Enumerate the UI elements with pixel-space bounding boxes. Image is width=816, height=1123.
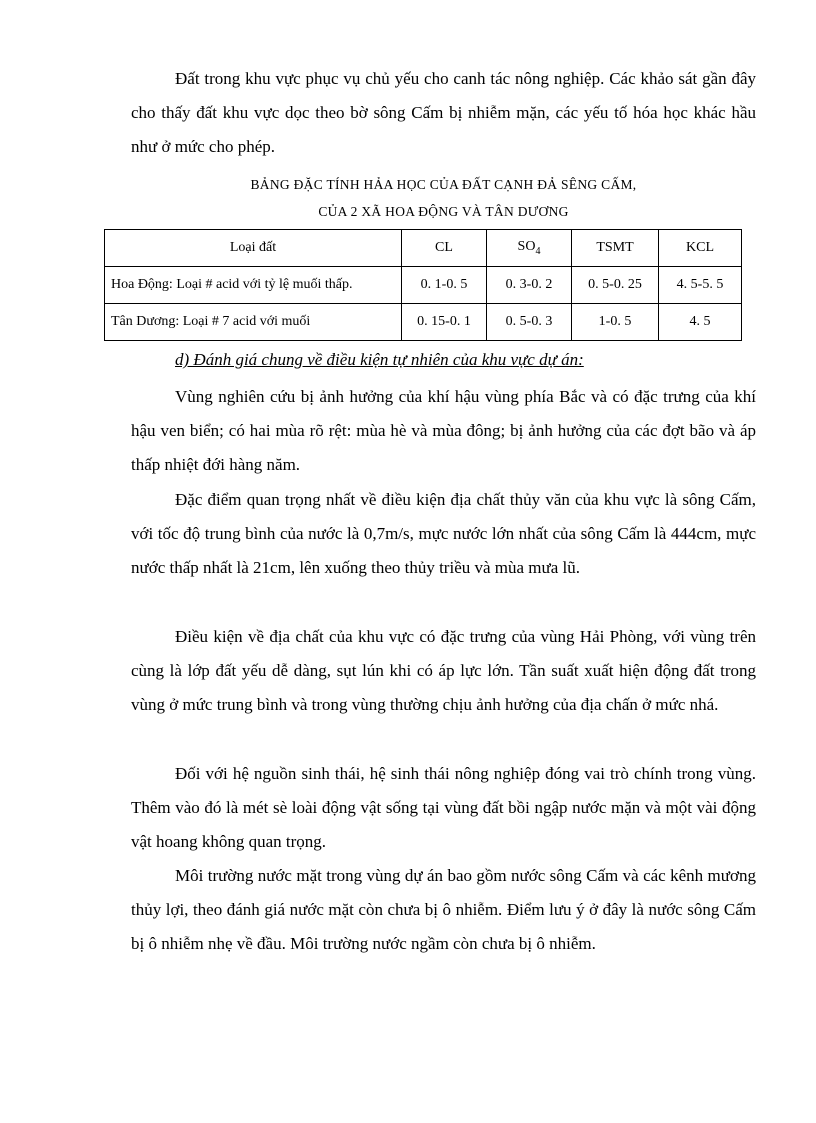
table-row	[105, 267, 742, 304]
header-kcl: KCL	[659, 230, 742, 267]
header-cl: CL	[402, 230, 487, 267]
table-caption-line-2: CỦA 2 XÃ HOA ĐỘNG VÀ TÂN DƯƠNG	[318, 204, 569, 219]
cell-so4: 0. 5-0. 3	[487, 304, 572, 341]
cell-kcl: 4. 5	[659, 304, 742, 341]
cell-so4: 0. 3-0. 2	[487, 267, 572, 304]
soil-chemistry-table	[104, 229, 742, 341]
header-so4-sub: 4	[535, 245, 541, 257]
header-so4-main: SO	[517, 239, 536, 255]
header-tsmt: TSMT	[572, 230, 659, 267]
cell-soil-type: Tân Dương: Loại # 7 acid với muối	[105, 304, 402, 341]
cell-cl: 0. 1-0. 5	[402, 267, 487, 304]
body-paragraph: Vùng nghiên cứu bị ảnh hưởng của khí hậu vùng phía Bắc và có đặc trưng của khí hậu ven biển; có hai mùa rõ rệt: mùa hè và mùa đông; bị ảnh hưởng của các đợt bão và áp thấp nhiệt đới hàng năm.	[131, 387, 756, 474]
cell-cl: 0. 15-0. 1	[402, 304, 487, 341]
intro-paragraph: Đất trong khu vực phục vụ chủ yếu cho canh tác nông nghiệp. Các khảo sát gần đây cho thấy đất khu vực dọc theo bờ sông Cấm bị nhiễm mặn, các yếu tố hóa học khác hầu như ở mức cho phép.	[131, 69, 756, 156]
body-paragraph: Môi trường nước mặt trong vùng dự án bao gồm nước sông Cấm và các kênh mương thủy lợi, theo đánh giá nước mặt còn chưa bị ô nhiễm. Điểm lưu ý ở đây là nước sông Cấm bị ô nhiễm nhẹ về đầu. Môi trường nước ngầm còn chưa bị ô nhiễm.	[131, 866, 756, 953]
cell-tsmt: 0. 5-0. 25	[572, 267, 659, 304]
table-header-row	[105, 230, 742, 267]
cell-tsmt: 1-0. 5	[572, 304, 659, 341]
cell-kcl: 4. 5-5. 5	[659, 267, 742, 304]
table-caption-line-1: BẢNG ĐẶC TÍNH HẢA HỌC CỦA ĐẤT CẠNH ĐẢ SÊNG CẤM,	[250, 177, 637, 192]
table-row	[105, 304, 742, 341]
cell-soil-type: Hoa Động: Loại # acid với tỷ lệ muối thấp.	[105, 267, 402, 304]
body-paragraph: Đối với hệ nguồn sinh thái, hệ sinh thái nông nghiệp đóng vai trò chính trong vùng. Thêm vào đó là mét sè loài động vật sống tại vùng đất bồi ngập nước mặn và một vài động vật hoang không quan trọng.	[131, 764, 756, 851]
section-heading: d) Đánh giá chung về điều kiện tự nhiên của khu vực dự án:	[175, 350, 584, 369]
body-paragraph: Điều kiện về địa chất của khu vực có đặc trưng của vùng Hải Phòng, với vùng trên cùng là lớp đất yếu dễ dàng, sụt lún khi có áp lực lớn. Tần suất xuất hiện động đất trong vùng ở mức trung bình và trong vùng thường chịu ảnh hưởng của địa chấn ở mức nhá.	[131, 627, 756, 714]
body-paragraph: Đặc điểm quan trọng nhất về điều kiện địa chất thủy văn của khu vực là sông Cấm, với tốc độ trung bình của nước là 0,7m/s, mực nước lớn nhất của sông Cấm là 444cm, mực nước thấp nhất là 21cm, lên xuống theo thủy triều và mùa mưa lũ.	[131, 490, 756, 577]
header-so4	[487, 230, 572, 267]
header-soil-type: Loại đất	[105, 230, 402, 267]
